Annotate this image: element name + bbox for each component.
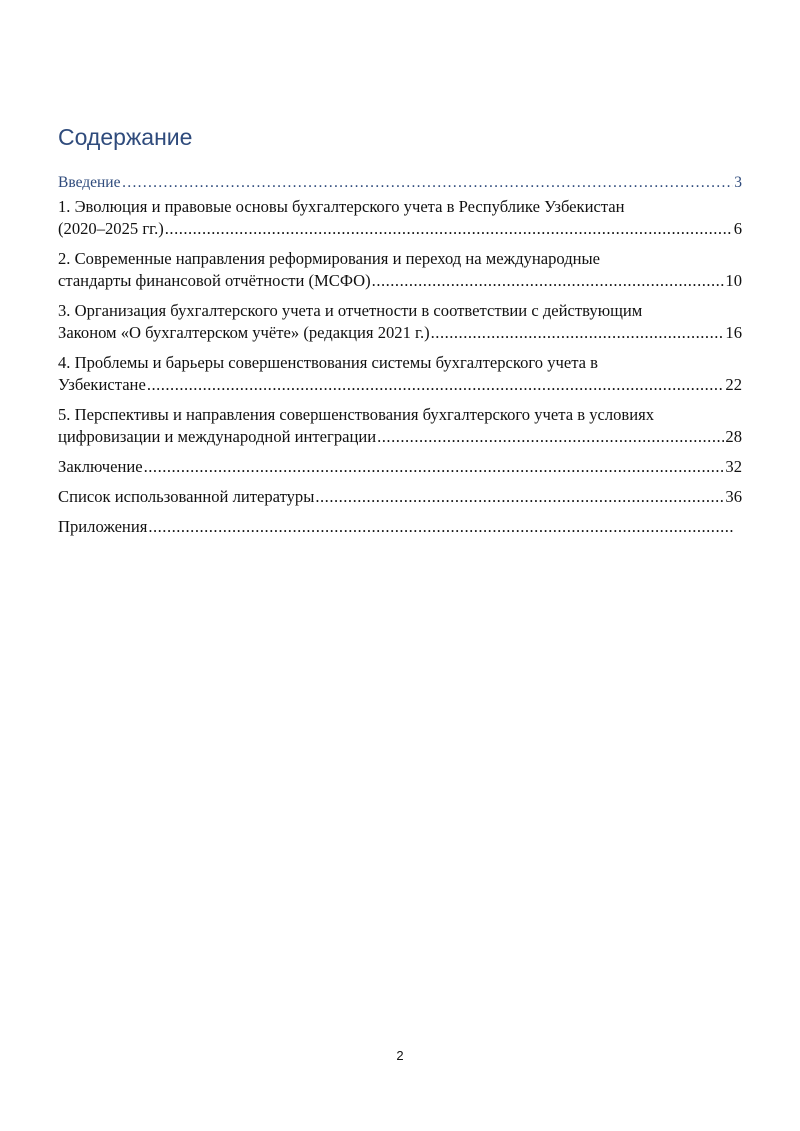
- toc-leader-dots: [372, 270, 725, 292]
- toc-entry-text: 4. Проблемы и барьеры совершенствования системы бухгалтерского учета в: [58, 353, 599, 372]
- toc-page-number: 22: [725, 375, 742, 394]
- toc-entry-chapter-2[interactable]: [58, 248, 742, 292]
- toc-entry-references[interactable]: [58, 486, 742, 508]
- toc-leader-dots: [165, 218, 733, 240]
- toc-page-number: 6: [733, 219, 742, 238]
- toc-entry-text: стандарты финансовой отчётности (МСФО): [58, 271, 371, 290]
- toc-entry-text: Приложения: [58, 517, 148, 536]
- toc-entry-chapter-4[interactable]: [58, 352, 742, 396]
- toc-entry-text: Законом «О бухгалтерском учёте» (редакция 2021 г.): [58, 323, 430, 342]
- toc-entry-text: 1. Эволюция и правовые основы бухгалтерского учета в Республике Узбекистан: [58, 197, 625, 216]
- toc-entry-text: Введение: [58, 174, 121, 191]
- page-number: 2: [396, 1048, 404, 1063]
- toc-entry-chapter-5[interactable]: [58, 404, 742, 448]
- toc-leader-dots: [315, 486, 724, 508]
- toc-entry-text: Заключение: [58, 457, 143, 476]
- toc-page-number: 3: [734, 174, 742, 191]
- toc-entry-text: 5. Перспективы и направления совершенствования бухгалтерского учета в условиях: [58, 405, 655, 424]
- toc-entry-text: (2020–2025 гг.): [58, 219, 164, 238]
- toc-entry-chapter-3[interactable]: [58, 300, 742, 344]
- toc-entry-text: Узбекистане: [58, 375, 146, 394]
- toc-entry-conclusion[interactable]: [58, 456, 742, 478]
- toc-leader-dots: [144, 456, 725, 478]
- toc-title: Содержание: [58, 124, 193, 150]
- table-of-contents: [58, 172, 742, 546]
- toc-leader-dots: [431, 322, 725, 344]
- toc-leader-dots: [377, 426, 724, 448]
- toc-page-number: 36: [725, 487, 742, 506]
- toc-page-number: 28: [725, 427, 742, 446]
- toc-leader-dots: [121, 172, 733, 194]
- toc-leader-dots: [147, 374, 725, 396]
- toc-page-number: 32: [725, 457, 742, 476]
- toc-entry-appendices[interactable]: [58, 516, 742, 538]
- toc-page-number: 10: [725, 271, 742, 290]
- toc-page-number: 16: [725, 323, 742, 342]
- toc-entry-text: цифровизации и международной интеграции: [58, 427, 377, 446]
- toc-entry-text: Список использованной литературы: [58, 487, 315, 506]
- toc-leader-dots: [148, 516, 733, 538]
- toc-entry-chapter-1[interactable]: [58, 196, 742, 240]
- toc-entry-text: 3. Организация бухгалтерского учета и отчетности в соответствии с действующим: [58, 301, 643, 320]
- toc-entry-introduction[interactable]: [58, 172, 742, 194]
- toc-entry-text: 2. Современные направления реформирования и переход на международные: [58, 249, 601, 268]
